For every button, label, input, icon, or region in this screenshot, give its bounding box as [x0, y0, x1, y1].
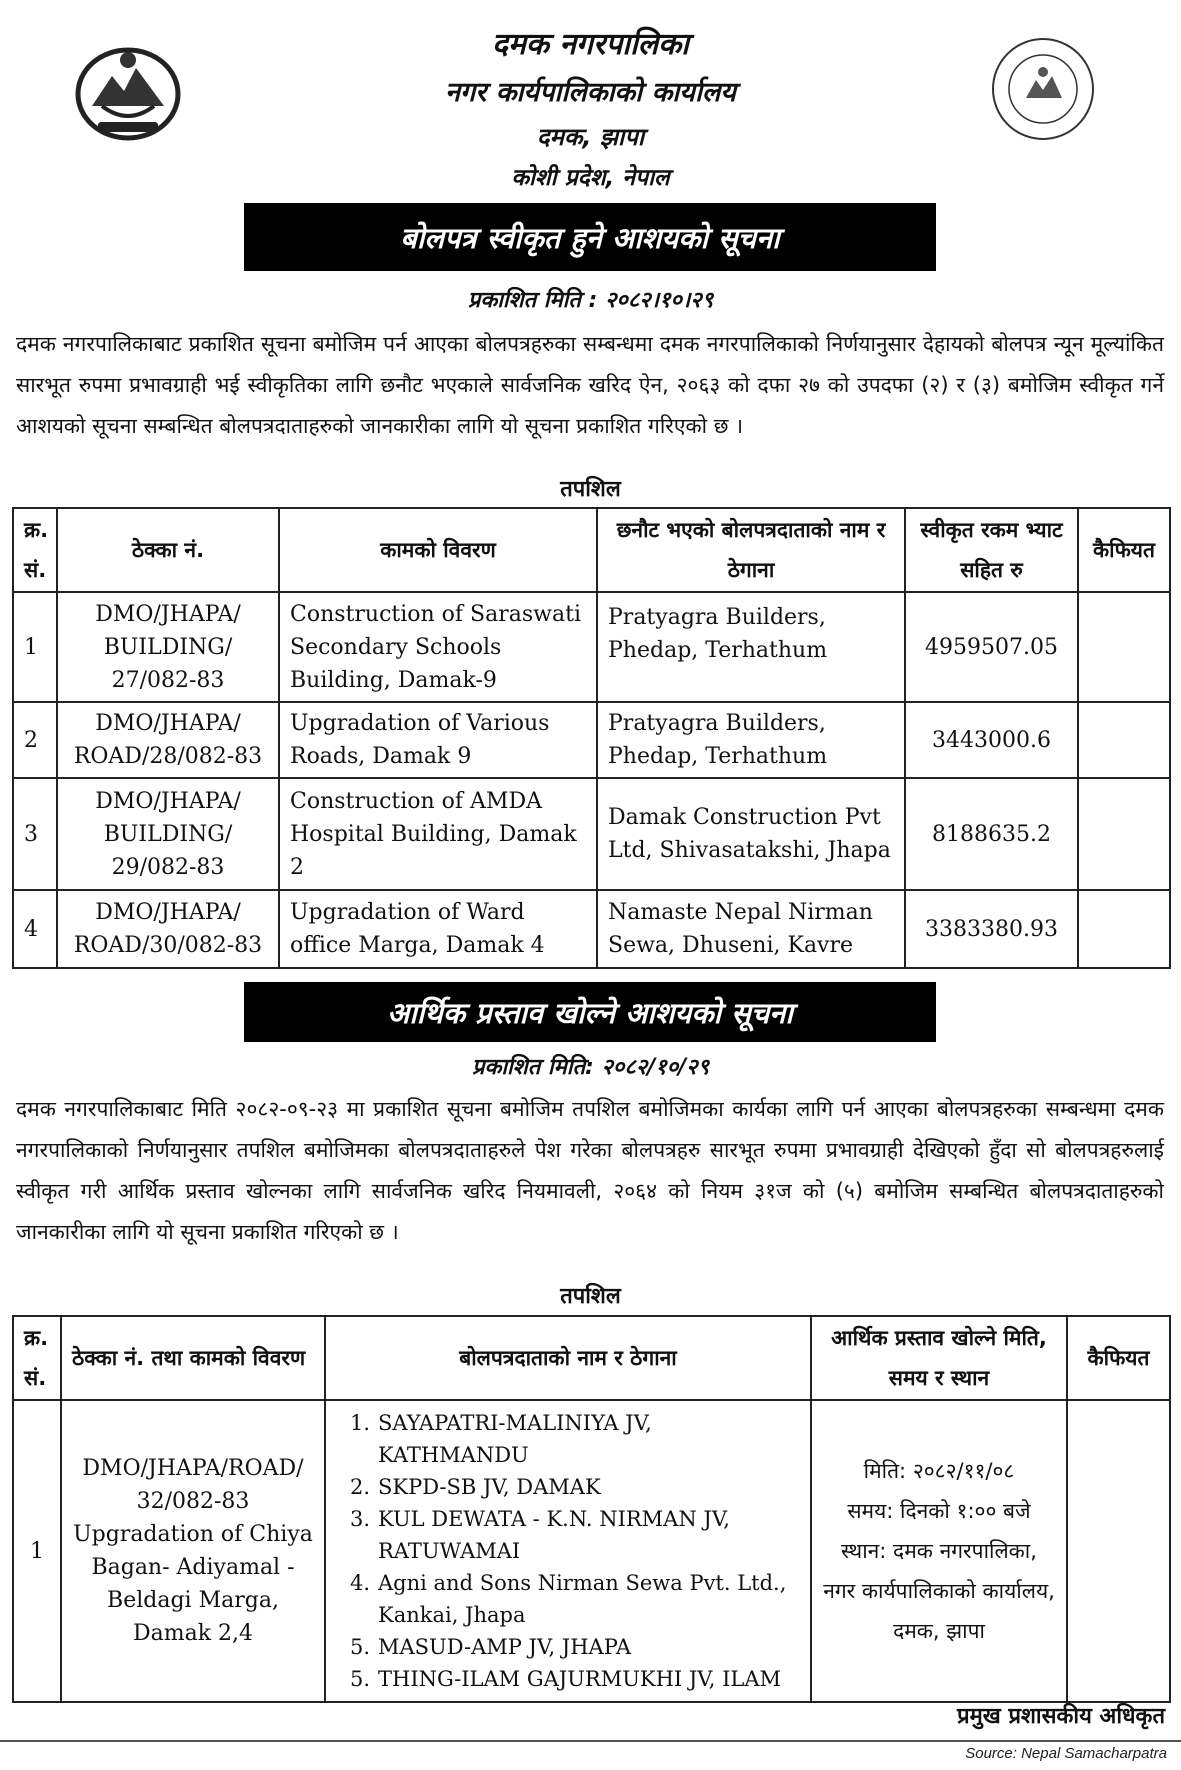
list-item: 3. KUL DEWATA - K.N. NIRMAN JV, RATUWAMAI — [349, 1507, 730, 1563]
row-contract: DMO/JHAPA/ ROAD/28/082-83 — [57, 702, 279, 778]
row-serial: 1 — [13, 592, 57, 702]
row-work: Construction of AMDA Hospital Building, Damak 2 — [279, 778, 597, 890]
col-serial: क्र. सं. — [13, 1316, 61, 1400]
row-remarks — [1078, 778, 1170, 890]
col-remarks: कैफियत — [1067, 1316, 1170, 1400]
table-row — [13, 1400, 1170, 1702]
list-item: 1. SAYAPATRI-MALINIYA JV, KATHMANDU — [349, 1411, 652, 1467]
row-contract: DMO/JHAPA/ROAD/ 32/082-83 Upgradation of Chiya Bagan- Adiyamal - Beldagi Marga, Damak 2,4 — [61, 1400, 325, 1702]
list-item: 5. MASUD-AMP JV, JHAPA — [349, 1635, 632, 1659]
row-bidder: Namaste Nepal Nirman Sewa, Dhuseni, Kavre — [597, 890, 905, 968]
notice1-table — [12, 507, 1171, 969]
col-contract-no: ठेक्का नं. — [57, 508, 279, 592]
row-bidder: Pratyagra Builders, Phedap, Terhathum — [597, 592, 905, 702]
footer-divider — [0, 1740, 1181, 1742]
opening-details-cell — [811, 1400, 1067, 1702]
col-opening-details: आर्थिक प्रस्ताव खोल्ने मिति, समय र स्थान — [811, 1316, 1067, 1400]
row-remarks — [1078, 890, 1170, 968]
row-amount: 8188635.2 — [905, 778, 1078, 890]
row-amount: 3443000.6 — [905, 702, 1078, 778]
office-location: दमक, झापा — [536, 123, 645, 151]
row-work: Construction of Saraswati Secondary Schools Building, Damak-9 — [279, 592, 597, 702]
list-item: 5. THING-ILAM GAJURMUKHI JV, ILAM — [349, 1667, 782, 1691]
table-row — [13, 778, 1170, 890]
col-approved-amount: स्वीकृत रकम भ्याट सहित रु — [905, 508, 1078, 592]
row-remarks — [1067, 1400, 1170, 1702]
source-credit: Source: Nepal Samacharpatra — [965, 1745, 1167, 1762]
row-bidder: Damak Construction Pvt Ltd, Shivasatakshi, Jhapa — [597, 778, 905, 890]
col-serial: क्र. सं. — [13, 508, 57, 592]
notice1-title: बोलपत्र स्वीकृत हुने आशयको सूचना — [244, 203, 936, 271]
province-country: कोशी प्रदेश, नेपाल — [511, 165, 670, 191]
bidder-list-cell — [325, 1400, 811, 1702]
row-contract: DMO/JHAPA/ BUILDING/ 29/082-83 — [57, 778, 279, 890]
opening-time: समय: दिनको १:०० बजे — [847, 1499, 1031, 1523]
notice2-table — [12, 1315, 1171, 1703]
row-serial: 3 — [13, 778, 57, 890]
office-name: नगर कार्यपालिकाको कार्यालय — [445, 77, 736, 108]
notice1-body: दमक नगरपालिकाबाट प्रकाशित सूचना बमोजिम पर्न आएका बोलपत्रहरुका सम्बन्धमा दमक नगरपालिकाको निर्णयानुसार देहायको बोलपत्र न्यून मूल्यांकित सारभूत रुपमा प्रभावग्राही भई स्वीकृतिका लागि छनौट भएकाले सार्वजनिक खरिद ऐन, २०६३ को दफा २७ को उपदफा (२) र (३) बमोजिम स्वीकृत गर्ने आशयको सूचना सम्बन्धित बोलपत्रदाताहरुको जानकारीका लागि यो सूचना प्रकाशित गरिएको छ । — [16, 332, 1164, 438]
row-remarks — [1078, 702, 1170, 778]
notice2-title: आर्थिक प्रस्ताव खोल्ने आशयको सूचना — [244, 982, 936, 1042]
row-serial: 1 — [13, 1400, 61, 1702]
col-work-description: कामको विवरण — [279, 508, 597, 592]
col-contract-description: ठेक्का नं. तथा कामको विवरण — [61, 1316, 325, 1400]
bidder-list — [334, 1407, 802, 1695]
table-row — [13, 592, 1170, 702]
table-header-row — [13, 508, 1170, 592]
signatory-title: प्रमुख प्रशासकीय अधिकृत — [957, 1704, 1165, 1729]
notice2-tapshil-label: तपशिल — [560, 1284, 621, 1309]
col-bidder: छनौट भएको बोलपत्रदाताको नाम र ठेगाना — [597, 508, 905, 592]
notice1-tapshil-label: तपशिल — [560, 477, 621, 502]
row-work: Upgradation of Ward office Marga, Damak 4 — [279, 890, 597, 968]
notice2-body: दमक नगरपालिकाबाट मिति २०८२-०९-२३ मा प्रकाशित सूचना बमोजिम तपशिल बमोजिमका कार्यका लागि पर्न आएका बोलपत्रहरुका सम्बन्धमा दमक नगरपालिकाको निर्णयानुसार तपशिल बमोजिमका बोलपत्रदाताहरुले पेश गरेका बोलपत्रहरु सारभूत रुपमा प्रभावग्राही देखिएको हुँदा सो बोलपत्रहरुलाई स्वीकृत गरी आर्थिक प्रस्ताव खोल्नका लागि सार्वजनिक खरिद नियमावली, २०६४ को नियम ३१ज को (५) बमोजिम सम्बन्धित बोलपत्रदाताहरुको जानकारीका लागि यो सूचना प्रकाशित गरिएको छ । — [16, 1097, 1164, 1244]
row-serial: 4 — [13, 890, 57, 968]
opening-date: मिति: २०८२/११/०८ — [863, 1459, 1015, 1483]
table-row — [13, 702, 1170, 778]
notice1-published-date: प्रकाशित मिति : २०८२।१०।२९ — [467, 288, 714, 313]
municipality-seal-icon — [990, 36, 1096, 142]
row-bidder: Pratyagra Builders, Phedap, Terhathum — [597, 702, 905, 778]
table-row — [13, 890, 1170, 968]
list-item: 2. SKPD-SB JV, DAMAK — [349, 1475, 601, 1499]
notice2-published-date: प्रकाशित मिति: २०८२/१०/२९ — [471, 1055, 710, 1080]
col-remarks: कैफियत — [1078, 508, 1170, 592]
row-contract: DMO/JHAPA/ ROAD/30/082-83 — [57, 890, 279, 968]
list-item: 4. Agni and Sons Nirman Sewa Pvt. Ltd., Kankai, Jhapa — [349, 1571, 787, 1627]
row-serial: 2 — [13, 702, 57, 778]
municipality-name: दमक नगरपालिका — [492, 27, 689, 62]
col-bidder-name-address: बोलपत्रदाताको नाम र ठेगाना — [325, 1316, 811, 1400]
row-remarks — [1078, 592, 1170, 702]
row-contract: DMO/JHAPA/ BUILDING/ 27/082-83 — [57, 592, 279, 702]
opening-place: स्थान: दमक नगरपालिका, नगर कार्यपालिकाको कार्यालय, दमक, झापा — [823, 1539, 1055, 1643]
row-amount: 4959507.05 — [905, 592, 1078, 702]
row-amount: 3383380.93 — [905, 890, 1078, 968]
table-header-row — [13, 1316, 1170, 1400]
row-work: Upgradation of Various Roads, Damak 9 — [279, 702, 597, 778]
